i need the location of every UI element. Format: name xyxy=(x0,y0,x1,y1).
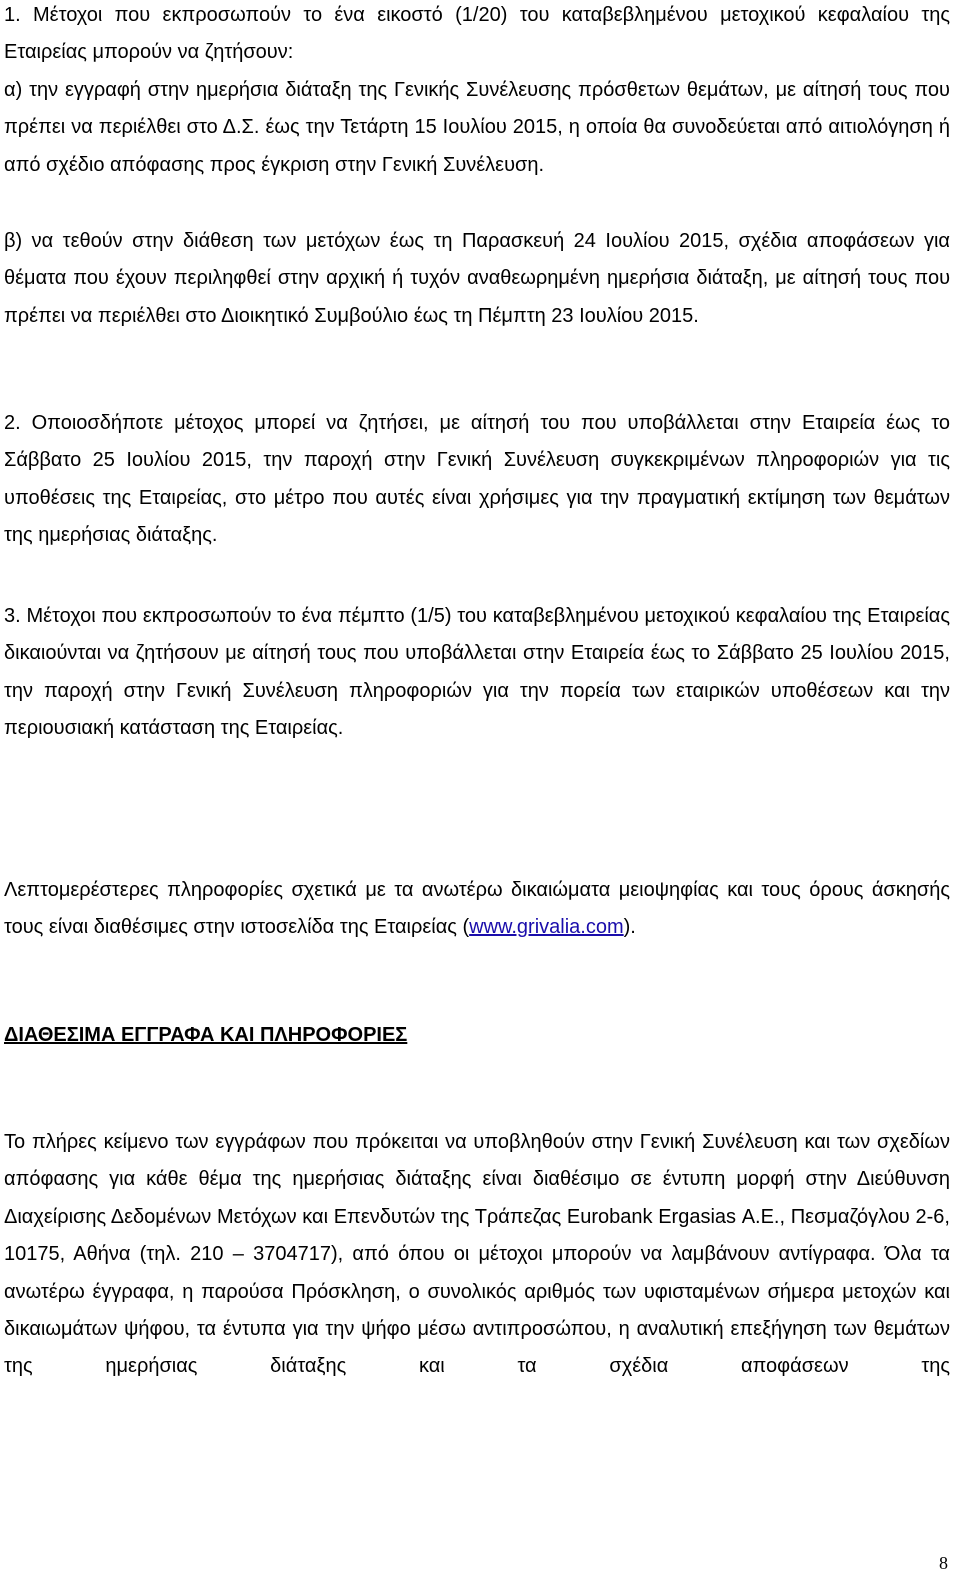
paragraph-2: 2. Οποιοσδήποτε μέτοχος μπορεί να ζητήσει, με αίτησή του που υποβάλλεται στην Εταιρεία έως το Σάββατο 25 Ιουλίου 2015, την παροχή στην Γενική Συνέλευση συγκεκριμένων πληροφοριών για τις υποθέσεις της Εταιρείας, στο μέτρο που αυτές είναι χρήσιμες για την πραγματική εκτίμηση των θεμάτων της ημερήσιας διάταξης. xyxy=(4,412,950,547)
available-documents-paragraph: Το πλήρες κείμενο των εγγράφων που πρόκειται να υποβληθούν στην Γενική Συνέλευση και των σχεδίων απόφασης για κάθε θέμα της ημερήσιας διάταξης είναι διαθέσιμο σε έντυπη μορφή στην Διεύθυνση Διαχείρισης Δεδομένων Μετόχων και Επενδυτών της Τράπεζας Eurobank Ergasias Α.Ε., Πεσμαζόγλου 2-6, 10175, Αθήνα (τηλ. 210 – 3704717), από όπου οι μέτοχοι μπορούν να λαμβάνουν αντίγραφα. Όλα τα ανωτέρω έγγραφα, η παρούσα Πρόσκληση, ο συνολικός αριθμός των υφισταμένων σήμερα μετοχών και δικαιωμάτων ψήφου, τα έντυπα για την ψήφο μέσω αντιπροσώπου, η αναλυτική επεξήγηση των θεμάτων της ημερήσιας διάταξης και τα σχέδια αποφάσεων της xyxy=(4,1131,950,1378)
details-paragraph xyxy=(4,872,950,947)
details-text-before-link: Λεπτομερέστερες πληροφορίες σχετικά με τα ανωτέρω δικαιώματα μειοψηφίας και τους όρους άσκησής τους είναι διαθέσιμες στην ιστοσελίδα της Εταιρείας ( xyxy=(4,879,950,939)
details-text-after-link: ). xyxy=(623,916,636,939)
paragraph-1-intro: 1. Μέτοχοι που εκπροσωπούν το ένα εικοστό (1/20) του καταβεβλημένου μετοχικού κεφαλαίου της Εταιρείας μπορούν να ζητήσουν: xyxy=(4,4,950,64)
section-heading: ΔΙΑΘΕΣΙΜΑ ΕΓΓΡΑΦΑ ΚΑΙ ΠΛΗΡΟΦΟΡΙΕΣ xyxy=(4,1024,408,1046)
company-website-link[interactable]: www.grivalia.com xyxy=(469,916,624,939)
paragraph-1-item-a: α) την εγγραφή στην ημερήσια διάταξη της Γενικής Συνέλευσης πρόσθετων θεμάτων, με αίτησή τους που πρέπει να περιέλθει στο Δ.Σ. έως την Τετάρτη 15 Ιουλίου 2015, η οποία θα συνοδεύεται από αιτιολόγηση ή από σχέδιο απόφασης προς έγκριση στην Γενική Συνέλευση. xyxy=(4,79,950,176)
paragraph-3: 3. Μέτοχοι που εκπροσωπούν το ένα πέμπτο (1/5) του καταβεβλημένου μετοχικού κεφαλαίου της Εταιρείας δικαιούνται να ζητήσουν με αίτησή τους που υποβάλλεται στην Εταιρεία έως το Σάββατο 25 Ιουλίου 2015, την παροχή στην Γενική Συνέλευση πληροφοριών για την πορεία των εταιρικών υποθέσεων και την περιουσιακή κατάσταση της Εταιρείας. xyxy=(4,605,950,740)
paragraph-1-item-b: β) να τεθούν στην διάθεση των μετόχων έως τη Παρασκευή 24 Ιουλίου 2015, σχέδια αποφάσεων για θέματα που έχουν περιληφθεί στην αρχική ή τυχόν αναθεωρημένη ημερήσια διάταξη, με αίτησή τους που πρέπει να περιέλθει στο Διοικητικό Συμβούλιο έως τη Πέμπτη 23 Ιουλίου 2015. xyxy=(4,230,950,327)
page-number: 8 xyxy=(939,1553,948,1573)
